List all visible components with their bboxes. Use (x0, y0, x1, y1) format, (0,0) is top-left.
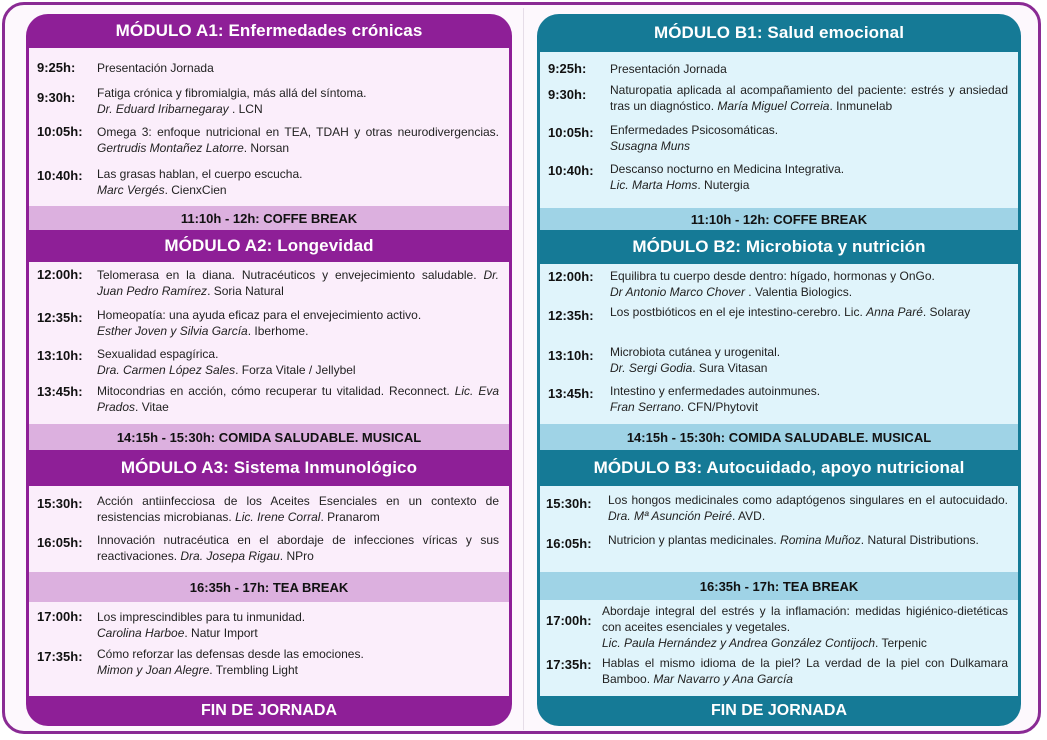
session-title: Enfermedades Psicosomáticas. (610, 123, 779, 137)
module-b2-title: MÓDULO B2: Microbiota y nutrición (632, 237, 926, 256)
session-time: 17:00h: (37, 609, 83, 624)
fin-de-jornada: FIN DE JORNADA (200, 702, 337, 719)
module-a1-title: MÓDULO A1: Enfermedades crónicas (115, 21, 423, 40)
module-a1-body (29, 48, 509, 206)
session-time: 10:05h: (548, 125, 594, 140)
module-b3-body-1 (540, 486, 1018, 572)
session-org: . CienxCien (164, 183, 227, 197)
session-time: 12:00h: (37, 267, 83, 282)
module-b1-body (540, 52, 1018, 208)
column-b (537, 14, 1021, 726)
session-title: Telomerasa en la diana. Nutracéuticos y envejecimiento saludable. (97, 268, 477, 282)
module-a2-title: MÓDULO A2: Longevidad (164, 236, 374, 255)
session-speaker: Dra. Carmen López Sales (97, 363, 236, 377)
session-speaker: Dr Antonio Marco Chover (610, 285, 745, 299)
session-speaker: Mimon y Joan Alegre (97, 663, 210, 677)
session-title: Abordaje integral del estrés y la inflamación: medidas higiénico-dietéticas con aceites esenciales y vegetales. (602, 604, 1008, 634)
module-a3-body-2 (29, 602, 509, 696)
session-title: Naturopatia aplicada al acompañamiento del paciente: estrés y ansiedad tras un diagnóstico. (610, 83, 1008, 113)
session-org: . Iberhome. (247, 324, 309, 338)
break-banner: 11:10h - 12h: COFFE BREAK (29, 206, 509, 230)
session-title: Sexualidad espagírica. (97, 347, 219, 361)
session-title: Hablas el mismo idioma de la piel? La verdad de la piel con Dulkamara Bamboo. (602, 656, 1008, 686)
session-speaker: Marc Vergés (97, 183, 165, 197)
session-time: 13:45h: (548, 386, 594, 401)
module-a2-body (29, 262, 509, 424)
break-banner: 16:35h - 17h: TEA BREAK (540, 572, 1018, 600)
session-time: 9:30h: (37, 90, 76, 105)
module-a3-title: MÓDULO A3: Sistema Inmunológico (120, 458, 418, 477)
session-title: Nutricion y plantas medicinales. (608, 533, 777, 547)
session-time: 16:05h: (37, 535, 83, 550)
session-speaker: Esther Joven y Silvia García (97, 324, 248, 338)
session-time: 13:45h: (37, 384, 83, 399)
session-time: 9:25h: (548, 61, 587, 76)
module-b3-body-2 (540, 600, 1018, 696)
session-speaker: Lic. Irene Corral (235, 510, 321, 524)
session-speaker: Mar Navarro y Ana García (653, 672, 793, 686)
session-org: . LCN (231, 102, 263, 116)
session-title: Omega 3: enfoque nutricional en TEA, TDAH y otras neurodivergencias. (97, 125, 499, 139)
session-time: 12:00h: (548, 269, 594, 284)
session-speaker: Gertrudis Montañez Latorre (97, 141, 244, 155)
session-title: Acción antiinfecciosa de los Aceites Esenciales en un contexto de resistencias microbianas. (97, 494, 499, 524)
session-time: 13:10h: (37, 348, 83, 363)
session-title: Mitocondrias en acción, cómo recuperar tu vitalidad. Reconnect. (97, 384, 450, 398)
session-org: . Natural Distributions. (860, 533, 979, 547)
session-org: . Soria Natural (207, 284, 284, 298)
session-time: 15:30h: (546, 496, 592, 511)
break-banner: 16:35h - 17h: TEA BREAK (29, 572, 509, 602)
session-title: Fatiga crónica y fibromialgia, más allá del síntoma. (97, 86, 367, 100)
session-title: Descanso nocturno en Medicina Integrativa. (610, 162, 845, 176)
session-title: Intestino y enfermedades autoinmunes. (610, 384, 821, 398)
session-speaker: Carolina Harboe (97, 626, 185, 640)
session-time: 12:35h: (37, 310, 83, 325)
session-time: 9:30h: (548, 87, 587, 102)
session-title: Los imprescindibles para tu inmunidad. (97, 610, 306, 624)
session-time: 17:00h: (546, 613, 592, 628)
session-time: 17:35h: (546, 657, 592, 672)
session-org: . Vitae (135, 400, 169, 414)
session-time: 15:30h: (37, 496, 83, 511)
column-a (26, 14, 512, 726)
session-org: . Nutergia (697, 178, 750, 192)
session-title: Las grasas hablan, el cuerpo escucha. (97, 167, 303, 181)
session-time: 10:05h: (37, 124, 83, 139)
break-banner: 14:15h - 15:30h: COMIDA SALUDABLE. MUSICAL (540, 424, 1018, 450)
module-b1-title: MÓDULO B1: Salud emocional (653, 23, 905, 42)
session-org: . Solaray (922, 305, 971, 319)
break-banner: 11:10h - 12h: COFFE BREAK (540, 208, 1018, 230)
session-speaker: Lic. Marta Homs (610, 178, 698, 192)
session-time: 10:40h: (548, 163, 594, 178)
session-org: . Inmunelab (829, 99, 893, 113)
session-time: 10:40h: (37, 168, 83, 183)
session-speaker: Dr. Juan Pedro Ramírez (97, 268, 499, 298)
session-org: . Norsan (243, 141, 290, 155)
session-org: . Pranarom (320, 510, 380, 524)
session-time: 9:25h: (37, 60, 76, 75)
session-title: Los hongos medicinales como adaptógenos singulares en el autocuidado. (608, 493, 1008, 507)
session-org: . NPro (279, 549, 314, 563)
session-title: Los postbióticos en el eje intestino-cerebro. Lic. (610, 305, 863, 319)
session-title: Presentación Jornada (97, 61, 214, 75)
session-speaker: Romina Muñoz (780, 533, 861, 547)
column-divider (523, 8, 524, 730)
session-org: . Natur Import (184, 626, 258, 640)
session-speaker: Lic. Eva Prados (97, 384, 499, 414)
session-title: Equilibra tu cuerpo desde dentro: hígado, hormonas y OnGo. (610, 269, 935, 283)
session-title: Microbiota cutánea y urogenital. (610, 345, 781, 359)
session-title: Cómo reforzar las defensas desde las emociones. (97, 647, 364, 661)
session-speaker: Dra. Mª Asunción Peiré (608, 509, 733, 523)
session-speaker: Dr. Sergi Godia (610, 361, 693, 375)
fin-de-jornada: FIN DE JORNADA (710, 702, 847, 719)
session-time: 17:35h: (37, 649, 83, 664)
session-time: 12:35h: (548, 308, 594, 323)
session-speaker: Anna Paré (866, 305, 923, 319)
session-org: . AVD. (732, 509, 766, 523)
session-org: . Terpenic (875, 636, 927, 650)
module-b3-title: MÓDULO B3: Autocuidado, apoyo nutricional (593, 458, 965, 477)
session-title: Presentación Jornada (610, 62, 727, 76)
module-a3-body-1 (29, 486, 509, 572)
session-speaker: Susagna Muns (610, 139, 691, 153)
session-org: . CFN/Phytovit (680, 400, 759, 414)
session-speaker: María Miguel Correia (717, 99, 830, 113)
session-org: . Valentia Biologics. (744, 285, 853, 299)
session-title: Innovación nutracéutica en el abordaje de infecciones víricas y sus reactivaciones. (97, 533, 499, 563)
session-time: 13:10h: (548, 348, 594, 363)
session-title: Homeopatía: una ayuda eficaz para el envejecimiento activo. (97, 308, 422, 322)
session-speaker: Fran Serrano (610, 400, 681, 414)
session-time: 16:05h: (546, 536, 592, 551)
session-org: . Forza Vitale / Jellybel (235, 363, 356, 377)
module-b2-body (540, 264, 1018, 424)
session-speaker: Dra. Josepa Rigau (180, 549, 280, 563)
session-speaker: Lic. Paula Hernández y Andrea González Contijoch (602, 636, 876, 650)
session-org: . Sura Vitasan (692, 361, 768, 375)
session-org: . Trembling Light (209, 663, 298, 677)
break-banner: 14:15h - 15:30h: COMIDA SALUDABLE. MUSICAL (29, 424, 509, 450)
session-speaker: Dr. Eduard Iribarnegaray (97, 102, 229, 116)
